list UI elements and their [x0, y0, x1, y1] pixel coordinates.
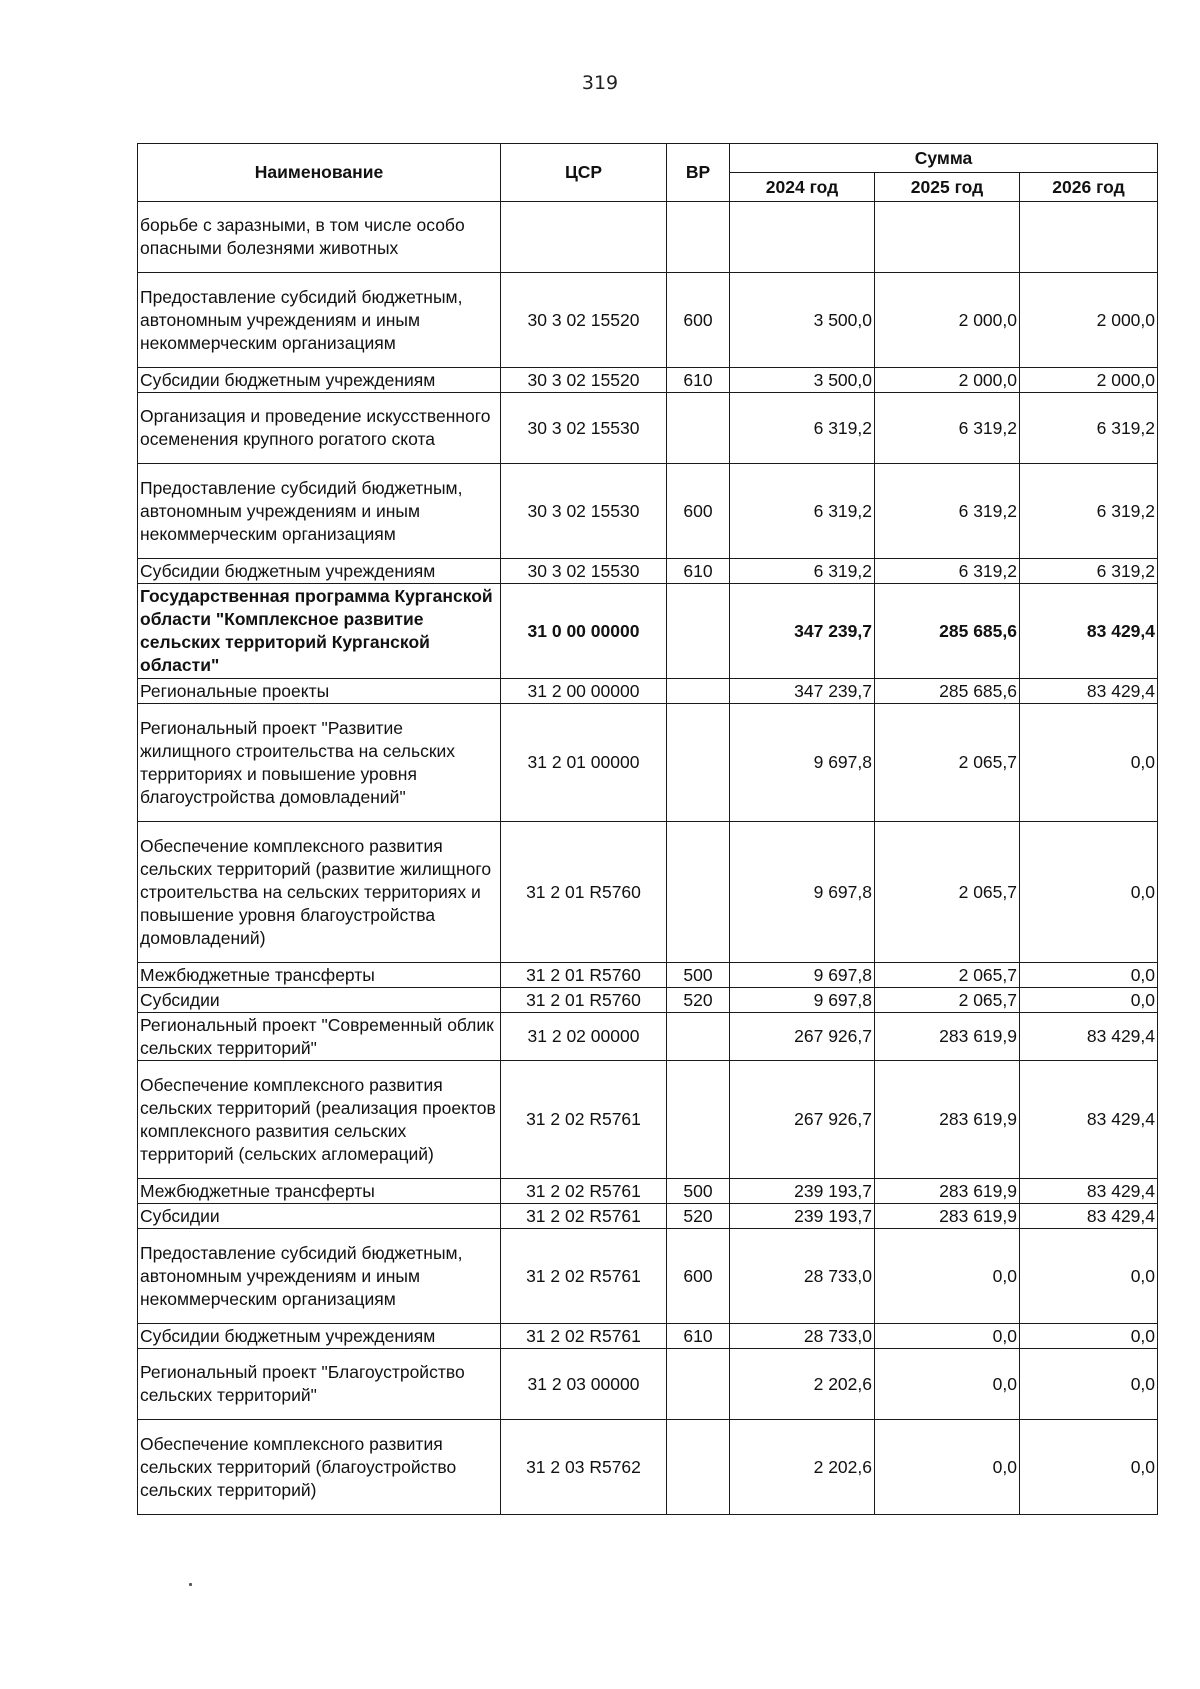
table-row	[138, 1324, 1158, 1349]
row-name: Субсидии бюджетным учреждениям	[138, 368, 501, 393]
row-vr	[667, 1013, 730, 1061]
row-csr: 31 2 01 R5760	[501, 988, 667, 1013]
table-row	[138, 1229, 1158, 1324]
budget-table	[137, 143, 1158, 1515]
row-2025: 6 319,2	[875, 464, 1020, 559]
row-name: Межбюджетные трансферты	[138, 963, 501, 988]
row-2024	[730, 202, 875, 273]
row-csr: 31 2 03 R5762	[501, 1420, 667, 1515]
header-vr: ВР	[667, 144, 730, 202]
row-2026: 0,0	[1020, 988, 1158, 1013]
row-vr	[667, 584, 730, 679]
row-name: Региональный проект "Современный облик сельских территорий"	[138, 1013, 501, 1061]
row-vr: 520	[667, 1204, 730, 1229]
table-row	[138, 559, 1158, 584]
row-vr: 600	[667, 273, 730, 368]
row-2026: 0,0	[1020, 704, 1158, 822]
row-name: Организация и проведение искусственного осеменения крупного рогатого скота	[138, 393, 501, 464]
row-2025: 285 685,6	[875, 679, 1020, 704]
table-row	[138, 584, 1158, 679]
row-2024: 3 500,0	[730, 273, 875, 368]
row-vr: 610	[667, 368, 730, 393]
table-row	[138, 1013, 1158, 1061]
row-csr: 30 3 02 15520	[501, 368, 667, 393]
row-2025: 6 319,2	[875, 393, 1020, 464]
row-name: Субсидии бюджетным учреждениям	[138, 559, 501, 584]
row-name: Предоставление субсидий бюджетным, автономным учреждениям и иным некоммерческим организациям	[138, 464, 501, 559]
row-2024: 6 319,2	[730, 393, 875, 464]
row-name: Межбюджетные трансферты	[138, 1179, 501, 1204]
row-vr	[667, 1061, 730, 1179]
row-2025: 283 619,9	[875, 1013, 1020, 1061]
row-vr: 500	[667, 963, 730, 988]
row-csr: 31 2 01 00000	[501, 704, 667, 822]
row-vr: 600	[667, 464, 730, 559]
row-csr: 30 3 02 15520	[501, 273, 667, 368]
row-vr	[667, 1420, 730, 1515]
row-name: Региональный проект "Развитие жилищного строительства на сельских территориях и повышение уровня благоустройства домовладений"	[138, 704, 501, 822]
row-csr: 31 2 02 00000	[501, 1013, 667, 1061]
row-vr	[667, 822, 730, 963]
row-csr: 31 2 02 R5761	[501, 1229, 667, 1324]
header-2026: 2026 год	[1020, 173, 1158, 202]
row-2025: 283 619,9	[875, 1179, 1020, 1204]
table-row	[138, 988, 1158, 1013]
row-2026: 0,0	[1020, 1324, 1158, 1349]
table-row	[138, 368, 1158, 393]
table-row	[138, 1061, 1158, 1179]
row-2026: 0,0	[1020, 963, 1158, 988]
row-2025: 2 065,7	[875, 822, 1020, 963]
row-2024: 28 733,0	[730, 1324, 875, 1349]
row-vr: 600	[667, 1229, 730, 1324]
stray-pen-mark	[189, 1583, 192, 1586]
row-csr: 31 2 02 R5761	[501, 1179, 667, 1204]
table-row	[138, 963, 1158, 988]
table-row	[138, 393, 1158, 464]
row-csr: 31 2 01 R5760	[501, 963, 667, 988]
row-vr	[667, 704, 730, 822]
page-number: 319	[581, 72, 619, 94]
table-row	[138, 822, 1158, 963]
row-2026: 2 000,0	[1020, 368, 1158, 393]
row-csr: 30 3 02 15530	[501, 559, 667, 584]
row-2025: 0,0	[875, 1420, 1020, 1515]
table-row	[138, 1179, 1158, 1204]
row-2024: 267 926,7	[730, 1013, 875, 1061]
row-vr: 610	[667, 559, 730, 584]
row-2025: 0,0	[875, 1349, 1020, 1420]
row-2026	[1020, 202, 1158, 273]
table-row	[138, 679, 1158, 704]
row-name: Обеспечение комплексного развития сельских территорий (реализация проектов комплексного развития сельских территорий (сельских агломераций)	[138, 1061, 501, 1179]
row-2024: 239 193,7	[730, 1204, 875, 1229]
row-2025: 6 319,2	[875, 559, 1020, 584]
table-row	[138, 202, 1158, 273]
row-vr: 500	[667, 1179, 730, 1204]
row-2026: 6 319,2	[1020, 464, 1158, 559]
row-2025: 2 065,7	[875, 988, 1020, 1013]
row-name: Обеспечение комплексного развития сельских территорий (благоустройство сельских территорий)	[138, 1420, 501, 1515]
table-row	[138, 464, 1158, 559]
row-vr	[667, 393, 730, 464]
row-vr: 610	[667, 1324, 730, 1349]
row-2026: 0,0	[1020, 1420, 1158, 1515]
row-name: Региональный проект "Благоустройство сельских территорий"	[138, 1349, 501, 1420]
row-csr: 31 2 03 00000	[501, 1349, 667, 1420]
row-2025: 0,0	[875, 1324, 1020, 1349]
row-csr	[501, 202, 667, 273]
row-2026: 0,0	[1020, 822, 1158, 963]
row-2024: 9 697,8	[730, 704, 875, 822]
row-2026: 83 429,4	[1020, 1204, 1158, 1229]
row-2025: 283 619,9	[875, 1204, 1020, 1229]
row-name: Субсидии	[138, 1204, 501, 1229]
header-2024: 2024 год	[730, 173, 875, 202]
row-2026: 2 000,0	[1020, 273, 1158, 368]
row-2024: 28 733,0	[730, 1229, 875, 1324]
row-name: Субсидии бюджетным учреждениям	[138, 1324, 501, 1349]
row-name: Предоставление субсидий бюджетным, автономным учреждениям и иным некоммерческим организациям	[138, 1229, 501, 1324]
row-2026: 6 319,2	[1020, 559, 1158, 584]
table-row	[138, 704, 1158, 822]
row-2026: 0,0	[1020, 1229, 1158, 1324]
row-vr	[667, 202, 730, 273]
row-vr	[667, 679, 730, 704]
row-name: Предоставление субсидий бюджетным, автономным учреждениям и иным некоммерческим организациям	[138, 273, 501, 368]
row-2024: 2 202,6	[730, 1349, 875, 1420]
row-2024: 6 319,2	[730, 464, 875, 559]
header-sum: Сумма	[730, 144, 1158, 173]
row-2024: 2 202,6	[730, 1420, 875, 1515]
row-2024: 9 697,8	[730, 988, 875, 1013]
row-csr: 31 0 00 00000	[501, 584, 667, 679]
row-2025: 285 685,6	[875, 584, 1020, 679]
row-vr	[667, 1349, 730, 1420]
row-name: Субсидии	[138, 988, 501, 1013]
row-2025: 2 065,7	[875, 704, 1020, 822]
row-2025: 0,0	[875, 1229, 1020, 1324]
table-header	[138, 144, 1158, 202]
row-csr: 30 3 02 15530	[501, 393, 667, 464]
row-2025: 2 065,7	[875, 963, 1020, 988]
row-vr: 520	[667, 988, 730, 1013]
header-csr: ЦСР	[501, 144, 667, 202]
row-csr: 31 2 02 R5761	[501, 1204, 667, 1229]
row-name: Обеспечение комплексного развития сельских территорий (развитие жилищного строительства на сельских территориях и повышение уровня благоустройства домовладений)	[138, 822, 501, 963]
row-csr: 31 2 02 R5761	[501, 1061, 667, 1179]
table-row	[138, 1204, 1158, 1229]
row-2024: 9 697,8	[730, 963, 875, 988]
row-csr: 31 2 01 R5760	[501, 822, 667, 963]
header-name: Наименование	[138, 144, 501, 202]
row-csr: 31 2 02 R5761	[501, 1324, 667, 1349]
table-row	[138, 273, 1158, 368]
row-2024: 9 697,8	[730, 822, 875, 963]
table-row	[138, 1349, 1158, 1420]
row-2026: 6 319,2	[1020, 393, 1158, 464]
table-row	[138, 1420, 1158, 1515]
row-name: Государственная программа Курганской области "Комплексное развитие сельских территорий Курганской области"	[138, 584, 501, 679]
row-2026: 83 429,4	[1020, 1061, 1158, 1179]
row-2025: 2 000,0	[875, 273, 1020, 368]
row-2026: 83 429,4	[1020, 1179, 1158, 1204]
row-name: борьбе с заразными, в том числе особо опасными болезнями животных	[138, 202, 501, 273]
row-csr: 30 3 02 15530	[501, 464, 667, 559]
table-body	[138, 202, 1158, 1515]
row-2026: 0,0	[1020, 1349, 1158, 1420]
row-2024: 239 193,7	[730, 1179, 875, 1204]
row-csr: 31 2 00 00000	[501, 679, 667, 704]
row-2026: 83 429,4	[1020, 679, 1158, 704]
header-2025: 2025 год	[875, 173, 1020, 202]
row-2025	[875, 202, 1020, 273]
row-2024: 3 500,0	[730, 368, 875, 393]
row-2024: 347 239,7	[730, 584, 875, 679]
row-2025: 2 000,0	[875, 368, 1020, 393]
row-2024: 267 926,7	[730, 1061, 875, 1179]
row-2024: 6 319,2	[730, 559, 875, 584]
row-2025: 283 619,9	[875, 1061, 1020, 1179]
row-name: Региональные проекты	[138, 679, 501, 704]
row-2026: 83 429,4	[1020, 584, 1158, 679]
row-2026: 83 429,4	[1020, 1013, 1158, 1061]
row-2024: 347 239,7	[730, 679, 875, 704]
